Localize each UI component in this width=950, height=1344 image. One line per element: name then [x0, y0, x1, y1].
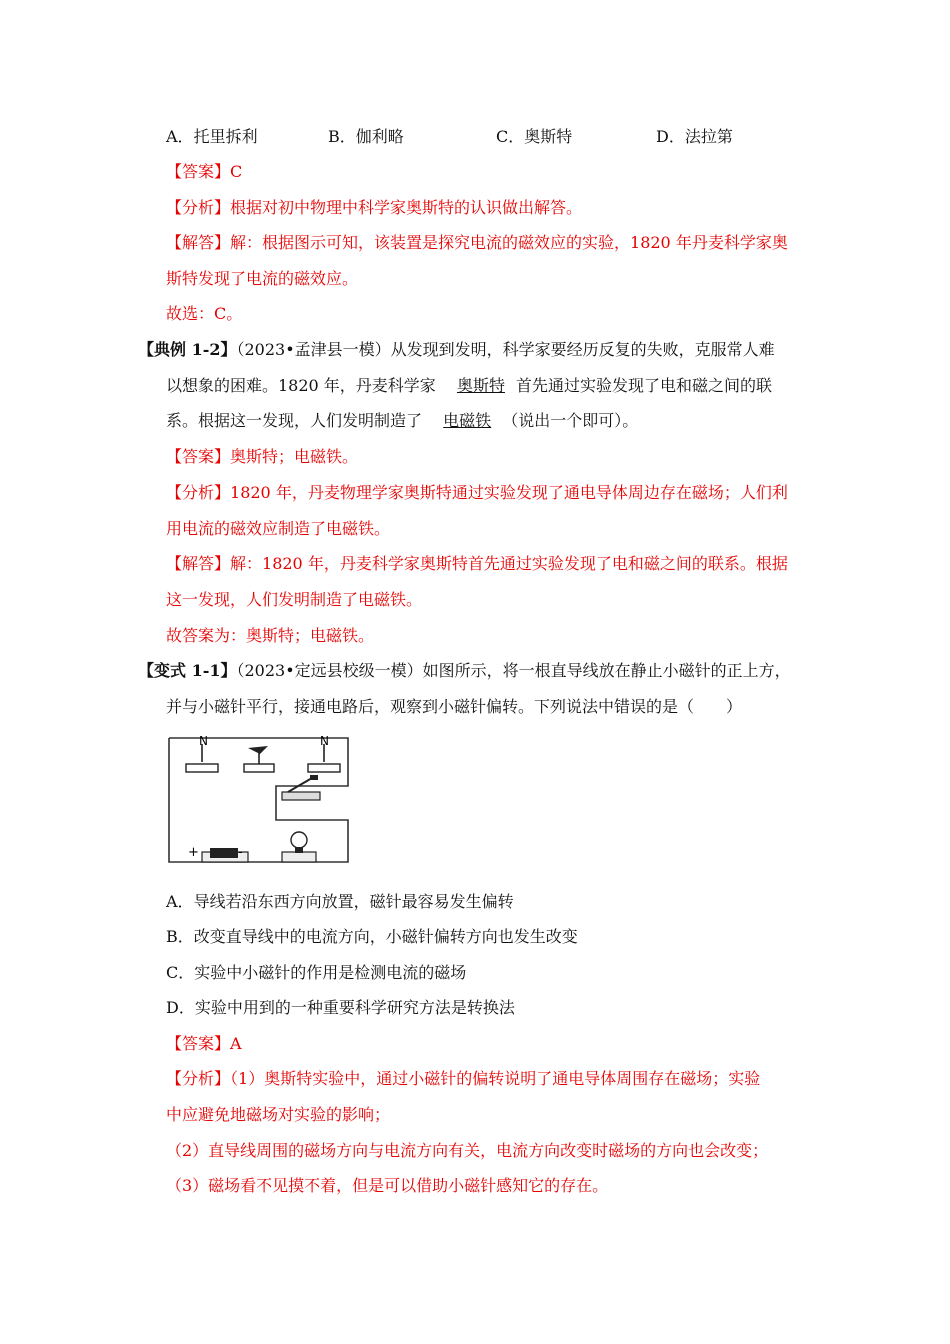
option-key: D．: [166, 998, 195, 1017]
option-text: 奥斯特: [524, 127, 573, 146]
option-key: B．: [166, 927, 194, 946]
compass-needle-3: [308, 734, 340, 772]
question-text: 首先通过实验发现了电和磁之间的联: [515, 376, 772, 395]
answer-text: C: [230, 162, 243, 181]
q1-solution-line1: [166, 232, 788, 254]
question-text: 系。根据这一发现，人们发明制造了: [166, 411, 423, 430]
option-key: D．: [656, 127, 685, 146]
var11-analysis-line2: 中应避免地磁场对实验的影响；: [166, 1105, 391, 1124]
option-text: 实验中用到的一种重要科学研究方法是转换法: [194, 998, 515, 1017]
q1-solution-line2: 斯特发现了电流的磁效应。: [166, 269, 359, 288]
analysis-tag: 【分析】: [166, 1069, 231, 1088]
var11-line1: [138, 660, 791, 682]
ex12-analysis-line1: [166, 482, 788, 504]
question-text: 以想象的困难。1820 年，丹麦科学家: [166, 376, 436, 395]
option-key: A．: [166, 892, 194, 911]
analysis-text: 根据对初中物理中科学家奥斯特的认识做出解答。: [230, 198, 583, 217]
light-bulb-icon: [282, 832, 316, 862]
ex12-line3: [166, 410, 638, 432]
example-tag: 【典例 1-2】: [138, 340, 237, 359]
battery-icon: [188, 845, 248, 862]
option-b: [328, 126, 404, 148]
var11-analysis-line4: （3）磁场看不见摸不着，但是可以借助小磁针感知它的存在。: [166, 1176, 609, 1195]
ex12-line2: [166, 375, 772, 397]
ex12-final: 故答案为：奥斯特；电磁铁。: [166, 626, 375, 645]
solution-tag: 【解答】: [166, 554, 231, 573]
answer-text: A: [230, 1034, 242, 1053]
fill-blank-1: 奥斯特: [456, 376, 505, 395]
var11-option-d: [166, 997, 515, 1019]
var11-answer: [166, 1033, 242, 1055]
ex12-solution-line2: 这一发现，人们发明制造了电磁铁。: [166, 590, 423, 609]
option-key: C．: [496, 127, 525, 146]
plus-label: +: [188, 845, 199, 860]
answer-tag: 【答案】: [166, 162, 231, 181]
q1-choice: 故选：C。: [166, 304, 243, 323]
option-key: C．: [166, 963, 195, 982]
compass-needle-2: [244, 746, 274, 772]
option-text: 实验中小磁针的作用是检测电流的磁场: [194, 963, 467, 982]
analysis-text: 1820 年，丹麦物理学家奥斯特通过实验发现了通电导体周边存在磁场；人们利: [230, 483, 788, 502]
analysis-tag: 【分析】: [166, 483, 231, 502]
option-text: 改变直导线中的电流方向，小磁针偏转方向也发生改变: [193, 927, 578, 946]
option-text: 法拉第: [684, 127, 733, 146]
solution-tag: 【解答】: [166, 233, 231, 252]
ex12-answer: [166, 446, 358, 468]
knife-switch-icon: [282, 775, 320, 800]
question-text: （2023•孟津县一模）从发现到发明，科学家要经历反复的失败，克服常人难: [236, 340, 775, 359]
q1-analysis: [166, 197, 582, 219]
compass-needle-1: [186, 734, 218, 772]
option-key: B．: [328, 127, 356, 146]
option-d: [656, 126, 733, 148]
option-text: 伽利略: [355, 127, 404, 146]
analysis-tag: 【分析】: [166, 198, 231, 217]
ex12-solution-line1: [166, 553, 788, 575]
variation-tag: 【变式 1-1】: [138, 661, 237, 680]
option-key: A．: [166, 127, 194, 146]
var11-analysis-line1: [166, 1068, 760, 1090]
var11-option-a: [166, 891, 514, 913]
ex12-line1: [138, 339, 775, 361]
solution-text: 解：根据图示可知，该装置是探究电流的磁效应的实验，1820 年丹麦科学家奥: [230, 233, 788, 252]
var11-option-c: [166, 962, 466, 984]
question-text: （说出一个即可）。: [502, 411, 639, 430]
var11-option-b: [166, 926, 578, 948]
option-c: [496, 126, 572, 148]
question-text: （2023•定远县校级一模）如图所示，将一根直导线放在静止小磁针的正上方，: [236, 661, 791, 680]
ex12-analysis-line2: 用电流的磁效应制造了电磁铁。: [166, 519, 391, 538]
circuit-figure: [164, 734, 354, 866]
answer-tag: 【答案】: [166, 1034, 231, 1053]
fill-blank-2: 电磁铁: [443, 411, 492, 430]
option-a: [166, 126, 258, 148]
solution-text: 解：1820 年，丹麦科学家奥斯特首先通过实验发现了电和磁之间的联系。根据: [230, 554, 788, 573]
minus-label: -: [238, 845, 243, 860]
q1-answer: [166, 161, 242, 183]
var11-line2: 并与小磁针平行，接通电路后，观察到小磁针偏转。下列说法中错误的是（ ）: [166, 697, 743, 716]
option-text: 导线若沿东西方向放置，磁针最容易发生偏转: [193, 892, 514, 911]
option-text: 托里拆利: [193, 127, 258, 146]
answer-text: 奥斯特；电磁铁。: [230, 447, 359, 466]
north-label: N: [320, 734, 329, 748]
var11-analysis-line3: （2）直导线周围的磁场方向与电流方向有关，电流方向改变时磁场的方向也会改变；: [166, 1141, 769, 1160]
analysis-text: （1）奥斯特实验中，通过小磁针的偏转说明了通电导体周围存在磁场；实验: [230, 1069, 761, 1088]
north-label: N: [199, 734, 208, 748]
answer-tag: 【答案】: [166, 447, 231, 466]
